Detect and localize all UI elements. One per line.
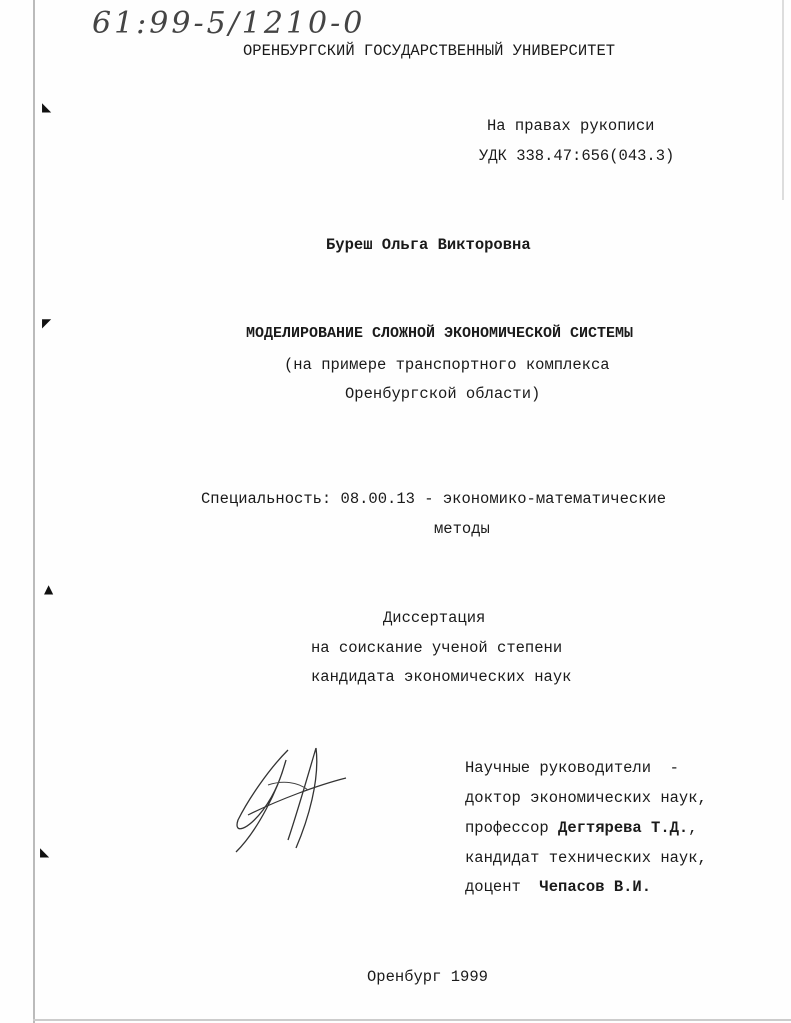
specialty-line-2: методы xyxy=(434,520,490,538)
specialty-line-1: Специальность: 08.00.13 - экономико-математические xyxy=(201,490,667,508)
degree-line-2: кандидата экономических наук xyxy=(311,668,572,686)
handwritten-archive-code: 61:99-5/1210-0 xyxy=(92,6,366,41)
degree-line-1: на соискание ученой степени xyxy=(311,639,563,657)
advisor-1-rank: профессор xyxy=(465,819,559,837)
binder-hole-mark-icon: ◣ xyxy=(42,100,52,114)
advisor-2-name: Чепасов В.И. xyxy=(539,878,652,896)
advisor-2-degree: кандидат технических наук, xyxy=(465,849,707,867)
binder-hole-mark-icon: ◣ xyxy=(40,845,50,859)
advisor-1-degree: доктор экономических наук, xyxy=(465,789,707,807)
dissertation-title: МОДЕЛИРОВАНИЕ СЛОЖНОЙ ЭКОНОМИЧЕСКОЙ СИСТЕМЫ xyxy=(246,325,634,342)
advisors-heading: Научные руководители - xyxy=(465,759,679,777)
advisor-1-suffix: , xyxy=(688,819,698,837)
city-year: Оренбург 1999 xyxy=(367,968,488,986)
binder-hole-mark-icon: ▲ xyxy=(44,582,54,596)
advisor-2-rank: доцент xyxy=(465,878,540,896)
manuscript-note: На правах рукописи xyxy=(487,117,655,135)
bottom-page-edge xyxy=(33,1019,791,1021)
subtitle-line-1: (на примере транспортного комплекса xyxy=(284,356,610,374)
udk-code: УДК 338.47:656(043.3) xyxy=(479,147,675,165)
binder-hole-mark-icon: ◤ xyxy=(42,316,52,330)
signature-icon xyxy=(228,740,358,860)
advisor-2-line xyxy=(465,878,651,896)
author-name: Буреш Ольга Викторовна xyxy=(326,236,531,254)
advisor-1-name: Дегтярева Т.Д. xyxy=(558,819,689,837)
dissertation-label: Диссертация xyxy=(383,609,486,627)
university-name: ОРЕНБУРГСКИЙ ГОСУДАРСТВЕННЫЙ УНИВЕРСИТЕТ xyxy=(243,42,616,60)
subtitle-line-2: Оренбургской области) xyxy=(345,385,541,403)
left-page-edge xyxy=(33,0,35,1023)
right-page-edge xyxy=(782,0,784,200)
advisor-1-line xyxy=(465,819,698,837)
